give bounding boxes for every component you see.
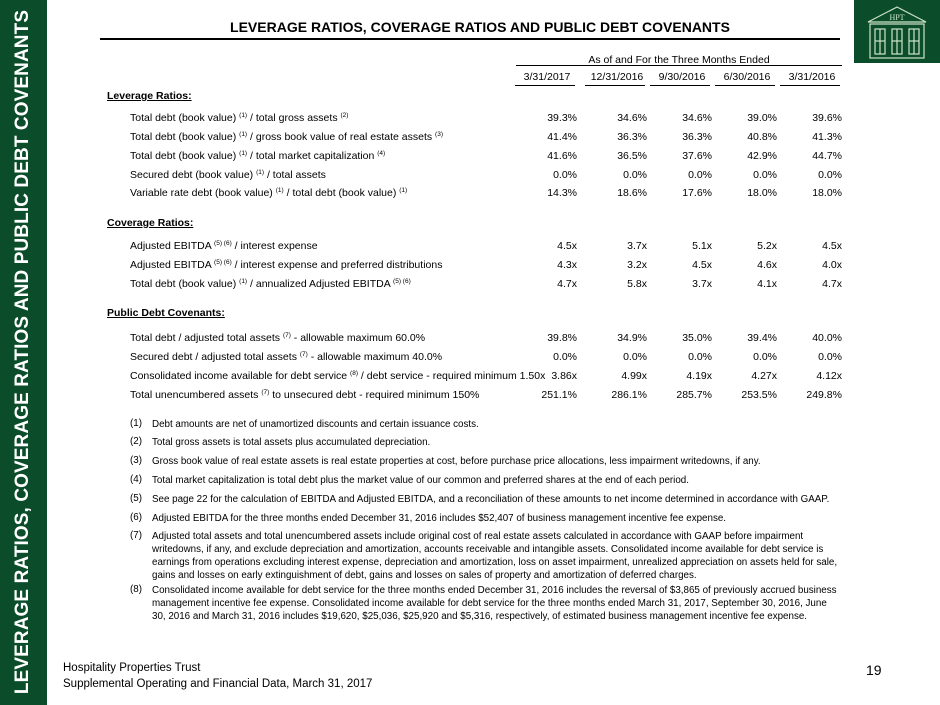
row-label: Total debt (book value) $^{(1)}$ / gross book value of real estate assets $^{(3)}$ [130, 131, 443, 143]
row-value: 4.0x [822, 259, 842, 271]
row-value: 286.1% [611, 389, 647, 401]
row-value: 5.8x [627, 278, 647, 290]
row-value: 249.8% [806, 389, 842, 401]
table-row [0, 112, 940, 125]
row-value: 36.5% [617, 150, 647, 162]
row-value: 4.5x [557, 240, 577, 252]
row-label: Consolidated income available for debt service $^{(8)}$ / debt service - required minimum 1.50x [130, 370, 546, 382]
row-value: 285.7% [676, 389, 712, 401]
row-label: Adjusted EBITDA $^{(5) (6)}$ / interest expense and preferred distributions [130, 259, 443, 271]
row-value: 14.3% [547, 187, 577, 199]
footer-subtitle: Supplemental Operating and Financial Data, March 31, 2017 [63, 678, 373, 690]
row-value: 35.0% [682, 332, 712, 344]
row-value: 0.0% [553, 169, 577, 181]
footnote-number: (4) [130, 474, 142, 485]
table-row [0, 332, 940, 345]
column-header: 3/31/2016 [788, 71, 836, 83]
row-value: 4.6x [757, 259, 777, 271]
title-underline [100, 38, 840, 40]
column-group-rule [516, 65, 842, 66]
column-header-rule [650, 85, 710, 86]
row-value: 0.0% [688, 169, 712, 181]
row-value: 3.7x [627, 240, 647, 252]
row-value: 5.2x [757, 240, 777, 252]
column-header: 6/30/2016 [723, 71, 771, 83]
row-value: 253.5% [741, 389, 777, 401]
section-heading: Coverage Ratios: [107, 217, 194, 229]
table-row [0, 259, 940, 272]
row-value: 39.4% [747, 332, 777, 344]
row-value: 0.0% [753, 169, 777, 181]
row-value: 44.7% [812, 150, 842, 162]
footnote-number: (3) [130, 455, 142, 466]
footnote-text: Total market capitalization is total debt plus the market value of our common and preferred shares at the end of each period. [152, 475, 689, 486]
row-value: 42.9% [747, 150, 777, 162]
row-value: 4.5x [692, 259, 712, 271]
footnote-number: (6) [130, 512, 142, 523]
footer-company: Hospitality Properties Trust [63, 662, 201, 674]
column-header-rule [515, 85, 575, 86]
logo-text: HPT [889, 13, 905, 22]
row-label: Total debt / adjusted total assets $^{(7)}$ - allowable maximum 60.0% [130, 332, 426, 344]
column-header-rule [780, 85, 840, 86]
building-logo-icon [862, 4, 932, 60]
table-row [0, 389, 940, 402]
footnote-text: Debt amounts are net of unamortized discounts and certain issuance costs. [152, 419, 479, 430]
row-value: 36.3% [617, 131, 647, 143]
row-value: 41.4% [547, 131, 577, 143]
row-value: 0.0% [623, 351, 647, 363]
table-row [0, 131, 940, 144]
row-label: Total debt (book value) $^{(1)}$ / annualized Adjusted EBITDA $^{(5) (6)}$ [130, 278, 411, 290]
row-value: 34.6% [617, 112, 647, 124]
row-value: 40.8% [747, 131, 777, 143]
column-header: 9/30/2016 [658, 71, 706, 83]
footnote-number: (8) [130, 584, 142, 595]
column-header-rule [585, 85, 645, 86]
row-value: 41.6% [547, 150, 577, 162]
row-label: Total debt (book value) $^{(1)}$ / total gross assets $^{(2)}$ [130, 112, 349, 124]
row-value: 40.0% [812, 332, 842, 344]
row-value: 39.6% [812, 112, 842, 124]
footnote-text: Total gross assets is total assets plus accumulated depreciation. [152, 437, 431, 448]
section-heading: Public Debt Covenants: [107, 307, 225, 319]
row-value: 39.0% [747, 112, 777, 124]
row-value: 4.27x [751, 370, 777, 382]
row-value: 36.3% [682, 131, 712, 143]
row-value: 18.0% [747, 187, 777, 199]
footnote-text: Adjusted EBITDA for the three months ended December 31, 2016 includes $52,407 of business management incentive fee expense. [152, 513, 727, 524]
row-label: Adjusted EBITDA $^{(5) (6)}$ / interest expense [130, 240, 318, 252]
footnote-text: See page 22 for the calculation of EBITDA and Adjusted EBITDA, and a reconciliation of these amounts to net income determined in accordance with GAAP. [152, 494, 830, 505]
row-value: 39.3% [547, 112, 577, 124]
table-row [0, 351, 940, 364]
footnote-text: Consolidated income available for debt service for the three months ended December 31, 2016 includes the reversal of $3,865 of previously accrued business management incentive fee expense. Consolidated income available for debt service for the three months ended March 31, 2017, September 30, 2016, June 30, 2016 and March 31, 2016 includes $19,620, $25,036, $25,920 and $5,316, respectively, of estimated business management incentive fee expense. [152, 585, 837, 622]
page-title: LEVERAGE RATIOS, COVERAGE RATIOS AND PUBLIC DEBT COVENANTS [230, 19, 730, 35]
row-value: 34.9% [617, 332, 647, 344]
footnote-number: (1) [130, 418, 142, 429]
row-value: 4.12x [816, 370, 842, 382]
footnote-number: (7) [130, 530, 142, 541]
row-value: 4.99x [621, 370, 647, 382]
row-value: 4.7x [822, 278, 842, 290]
row-value: 4.1x [757, 278, 777, 290]
row-value: 18.0% [812, 187, 842, 199]
row-value: 4.5x [822, 240, 842, 252]
footnote-text: Adjusted total assets and total unencumbered assets include original cost of real estate assets calculated in accordance with GAAP before impairment writedowns, if any, and exclude depreciation and amortization, accounts receivable and intangible assets. Consolidated income available for debt service is earnings from operations excluding interest expense, depreciation and amortization, loss on asset impairment, unrealized appreciation on assets held for sale, gains and losses on early extinguishment of debt, gains and losses on sales of property and amortization of deferred charges. [152, 531, 838, 581]
row-value: 3.86x [551, 370, 577, 382]
table-row [0, 278, 940, 291]
footnote-text: Gross book value of real estate assets is real estate properties at cost, before purchase price allocations, less impairment writedowns, if any. [152, 456, 761, 467]
row-value: 4.3x [557, 259, 577, 271]
row-value: 5.1x [692, 240, 712, 252]
hpt-logo [854, 0, 940, 63]
row-value: 17.6% [682, 187, 712, 199]
table-row [0, 187, 940, 200]
column-header: 12/31/2016 [590, 71, 644, 83]
column-header: 3/31/2017 [523, 71, 571, 83]
row-value: 0.0% [753, 351, 777, 363]
page-number: 19 [866, 662, 882, 678]
row-value: 251.1% [541, 389, 577, 401]
table-row [0, 169, 940, 182]
row-value: 41.3% [812, 131, 842, 143]
row-value: 34.6% [682, 112, 712, 124]
row-label: Total debt (book value) $^{(1)}$ / total market capitalization $^{(4)}$ [130, 150, 386, 162]
row-value: 39.8% [547, 332, 577, 344]
row-value: 3.7x [692, 278, 712, 290]
sidebar-title: LEVERAGE RATIOS, COVERAGE RATIOS AND PUBLIC DEBT COVENANTS [12, 9, 33, 695]
row-value: 4.7x [557, 278, 577, 290]
table-row [0, 150, 940, 163]
footnote-number: (2) [130, 436, 142, 447]
footnote-number: (5) [130, 493, 142, 504]
row-label: Total unencumbered assets $^{(7)}$ to unsecured debt - required minimum 150% [130, 389, 480, 401]
row-label: Secured debt (book value) $^{(1)}$ / total assets [130, 169, 326, 181]
row-value: 0.0% [688, 351, 712, 363]
column-header-rule [715, 85, 775, 86]
row-label: Variable rate debt (book value) $^{(1)}$ / total debt (book value) $^{(1)}$ [130, 187, 408, 199]
table-row [0, 240, 940, 253]
row-value: 18.6% [617, 187, 647, 199]
row-label: Secured debt / adjusted total assets $^{(7)}$ - allowable maximum 40.0% [130, 351, 443, 363]
table-row [0, 370, 940, 383]
row-value: 3.2x [627, 259, 647, 271]
row-value: 4.19x [686, 370, 712, 382]
section-heading: Leverage Ratios: [107, 90, 192, 102]
row-value: 0.0% [818, 169, 842, 181]
row-value: 0.0% [623, 169, 647, 181]
column-group-header: As of and For the Three Months Ended [588, 54, 770, 66]
row-value: 37.6% [682, 150, 712, 162]
row-value: 0.0% [553, 351, 577, 363]
row-value: 0.0% [818, 351, 842, 363]
